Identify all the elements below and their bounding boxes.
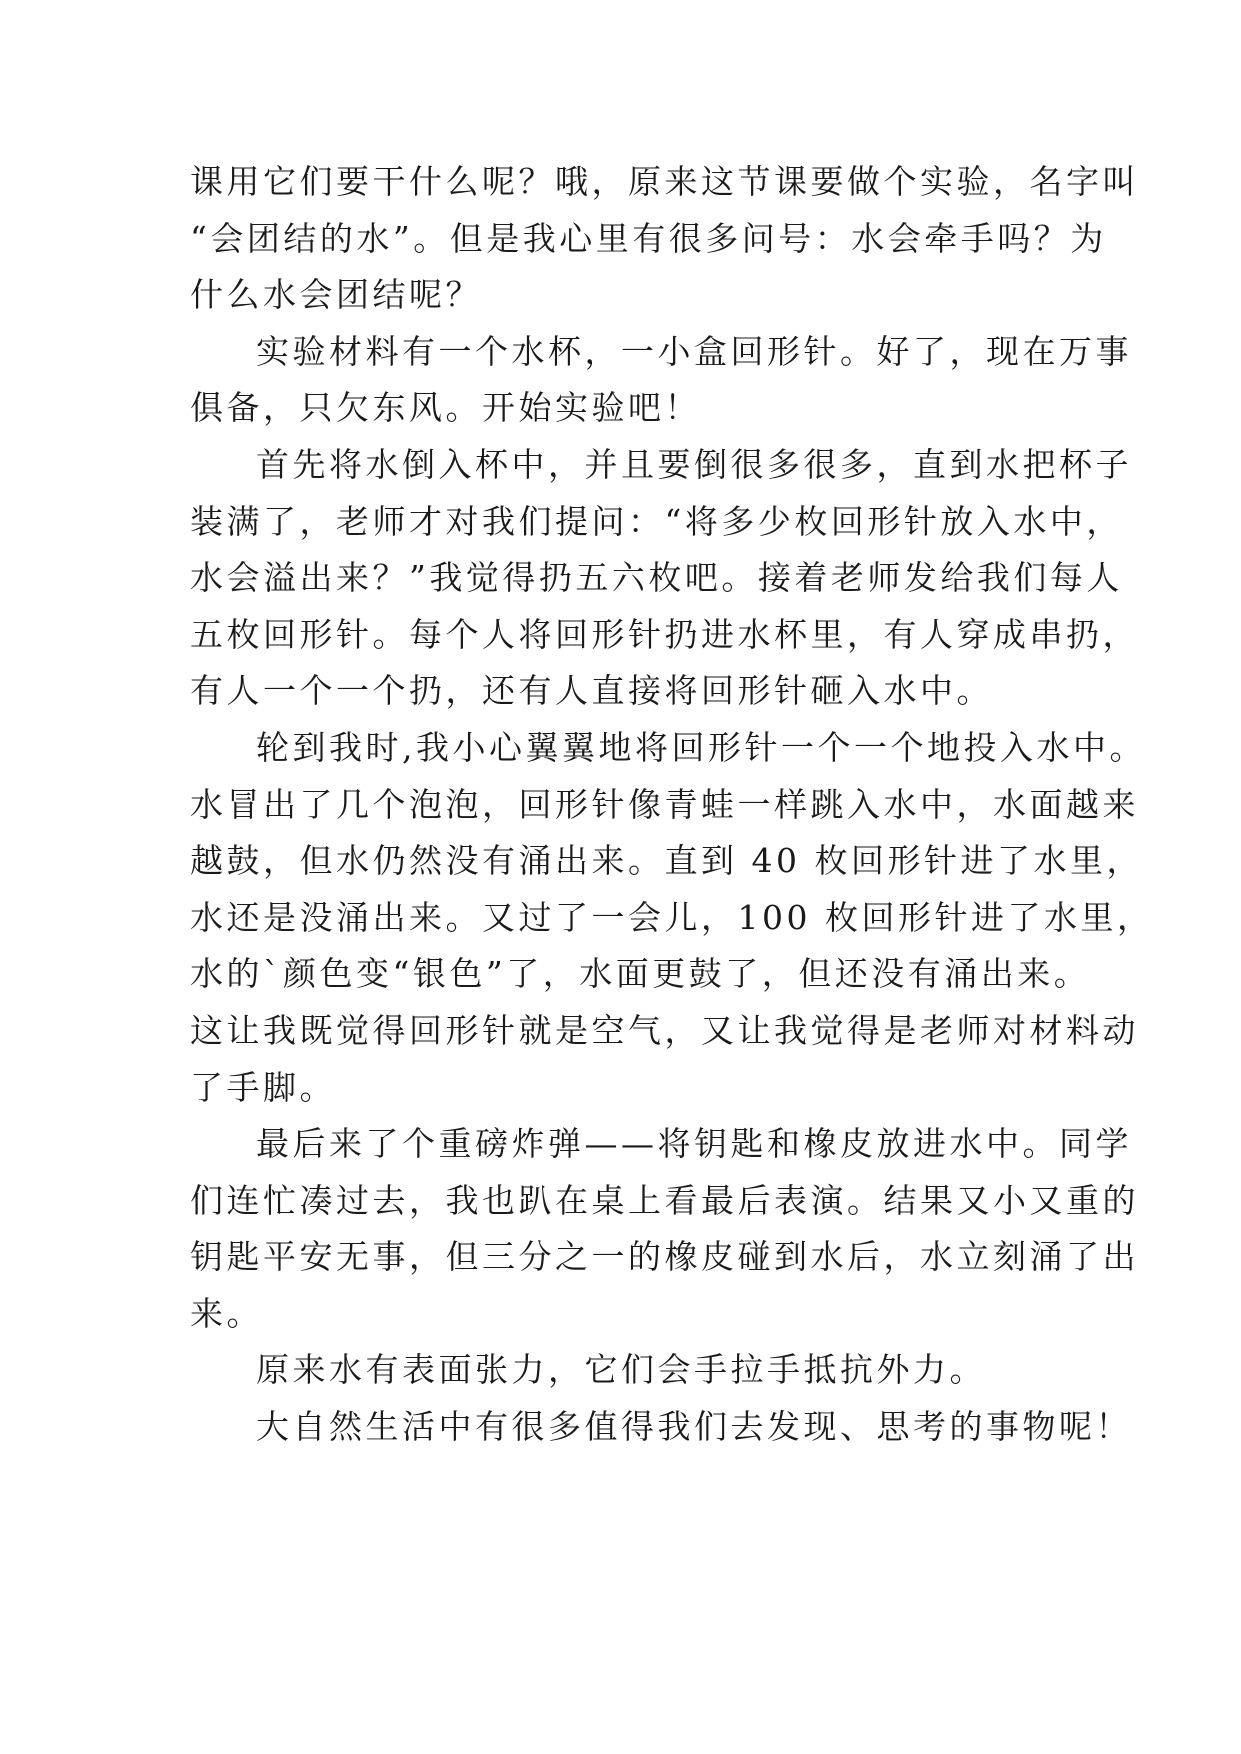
text-line: 最后来了个重磅炸弹——将钥匙和橡皮放进水中。同学 [256, 1124, 1132, 1164]
text-line: 水还是没涌出来。又过了一会儿，100 枚回形针进了水里， [190, 897, 1154, 937]
text-line: 有人一个一个扔，还有人直接将回形针砸入水中。 [190, 671, 993, 711]
paragraph-2 [190, 324, 1132, 437]
text-line: 钥匙平安无事，但三分之一的橡皮碰到水后，水立刻涌了出 [190, 1237, 1139, 1277]
text-line: 五枚回形针。每个人将回形针扔进水杯里，有人穿成串扔， [190, 614, 1139, 654]
text-line: 轮到我时,我小心翼翼地将回形针一个一个地投入水中。 [256, 727, 1146, 767]
body-text [190, 154, 1154, 1456]
text-line: 水的`颜色变“银色”了，水面更鼓了，但还没有涌出来。 [190, 954, 1091, 994]
text-line: 装满了，老师才对我们提问：“将多少枚回形针放入水中， [190, 501, 1123, 541]
text-line: 俱备，只欠东风。开始实验吧！ [190, 388, 701, 428]
text-line: 原来水有表面张力，它们会手拉手抵抗外力。 [256, 1350, 986, 1390]
text-line: 水会溢出来？”我觉得扔五六枚吧。接着老师发给我们每人 [190, 558, 1123, 598]
paragraph-1 [190, 154, 1139, 324]
text-line: 越鼓，但水仍然没有涌出来。直到 40 枚回形针进了水里， [190, 841, 1143, 881]
text-line: 首先将水倒入杯中，并且要倒很多很多，直到水把杯子 [256, 444, 1132, 484]
paragraph-7 [190, 1399, 1132, 1456]
text-line: 了手脚。 [190, 1067, 336, 1107]
text-line: 们连忙凑过去，我也趴在桌上看最后表演。结果又小又重的 [190, 1180, 1139, 1220]
text-line: 来。 [190, 1293, 263, 1333]
text-line: “会团结的水”。但是我心里有很多问号：水会牵手吗？为 [190, 218, 1107, 258]
text-line: 这让我既觉得回形针就是空气，又让我觉得是老师对材料动 [190, 1010, 1139, 1050]
text-line: 什么水会团结呢？ [190, 275, 482, 315]
paragraph-4 [190, 720, 1154, 1116]
text-line: 实验材料有一个水杯，一小盒回形针。好了，现在万事 [256, 331, 1132, 371]
paragraph-3 [190, 437, 1139, 720]
text-line: 课用它们要干什么呢？哦，原来这节课要做个实验，名字叫 [190, 162, 1139, 201]
text-line: 大自然生活中有很多值得我们去发现、思考的事物呢！ [256, 1407, 1132, 1447]
paragraph-6 [190, 1342, 1070, 1399]
text-line: 水冒出了几个泡泡，回形针像青蛙一样跳入水中，水面越来 [190, 784, 1139, 824]
paragraph-5 [190, 1116, 1139, 1342]
